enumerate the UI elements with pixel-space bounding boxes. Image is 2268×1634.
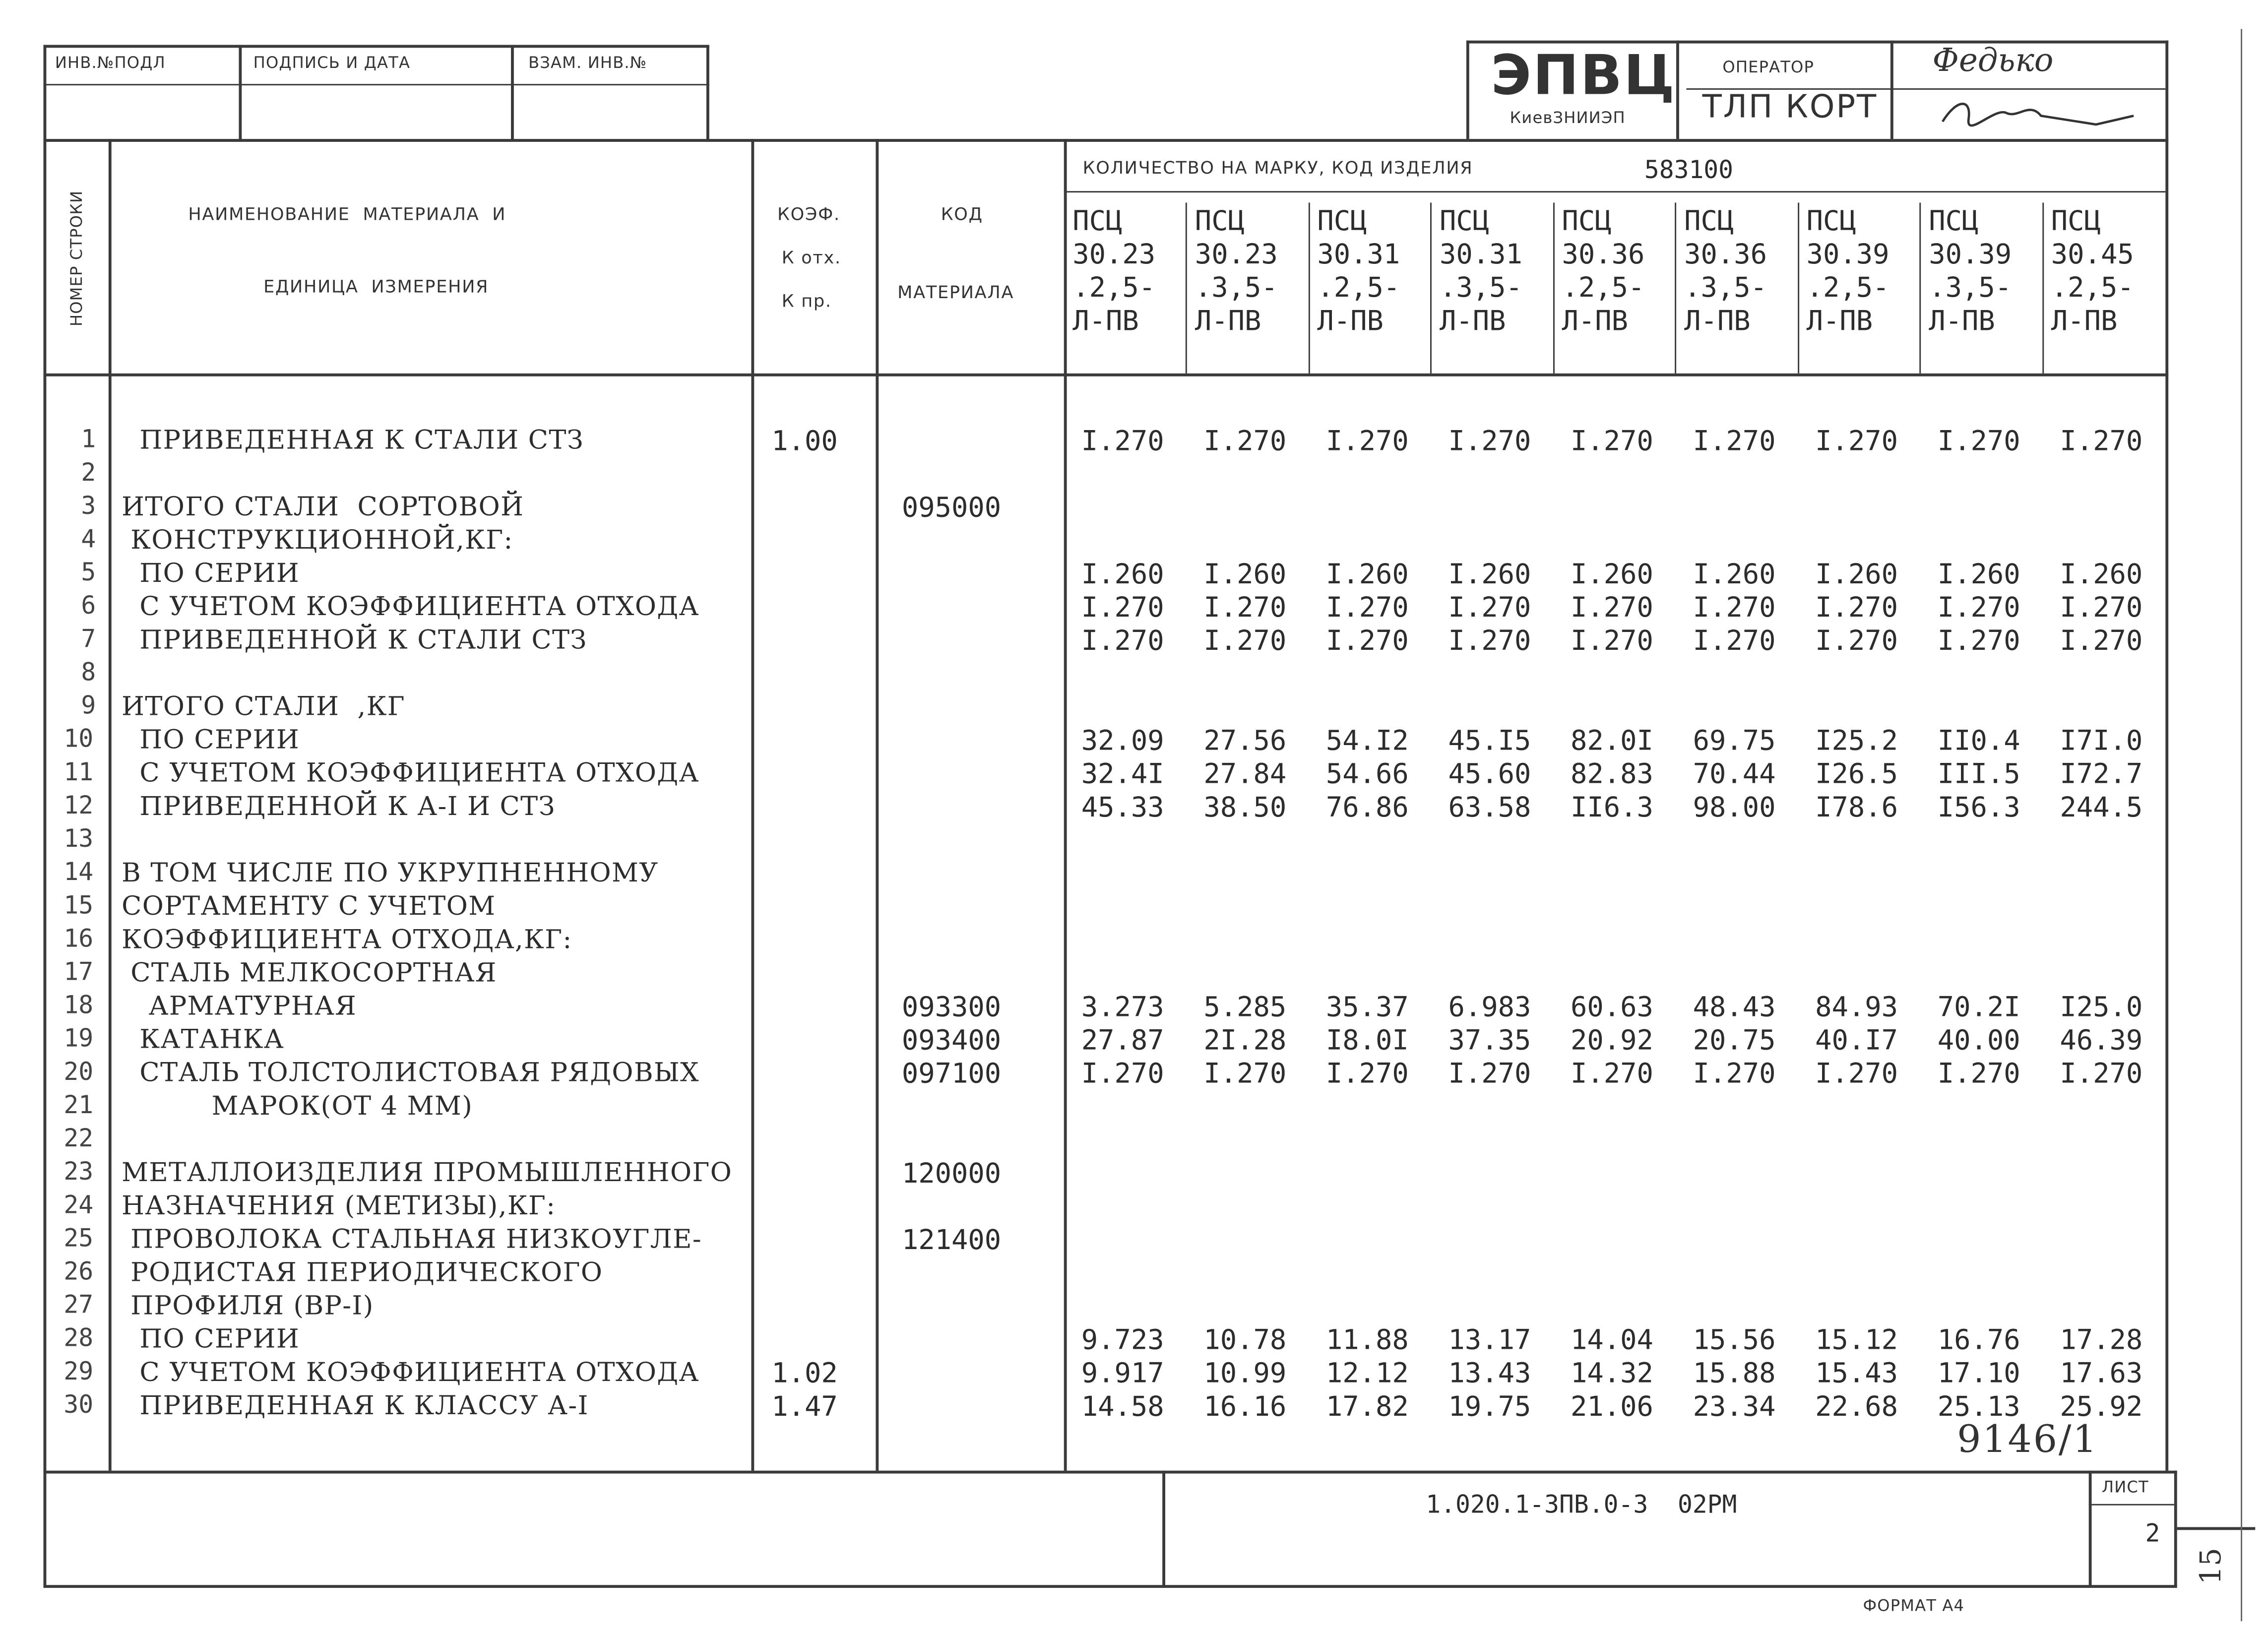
table-cell-value: 13.17 [1448,1324,1531,1357]
row-name: КОНСТРУКЦИОННОЙ,КГ: [122,525,513,556]
row-name: ИТОГО СТАЛИ СОРТОВОЙ [122,492,524,523]
table-cell-value: I.270 [1325,592,1409,624]
table-cell-value: 37.35 [1448,1024,1531,1057]
table-cell-value: 45.I5 [1448,725,1531,757]
table-cell-value: 21.06 [1571,1391,1653,1423]
sheet-number: 2 [2145,1519,2160,1549]
table-cell-value: 15.88 [1693,1358,1776,1390]
row-coefficient: 1.00 [771,425,838,458]
product-header-line: Л-ПВ [1072,305,1139,337]
table-cell-value: I26.5 [1815,758,1898,791]
product-header-line: ПСЦ [1929,205,1979,238]
table-cell-value: 17.10 [1937,1358,2020,1390]
table-cell-value: I.270 [1937,592,2020,624]
table-cell-value: 32.4I [1081,758,1164,791]
quantity-header: КОЛИЧЕСТВО НА МАРКУ, КОД ИЗДЕЛИЯ [1082,158,1473,178]
table-cell-value: 84.93 [1815,991,1898,1024]
product-header [1676,205,1797,376]
row-name: ПО СЕРИИ [122,725,300,756]
table-cell-value: 27.56 [1203,725,1287,757]
product-header-line: Л-ПВ [1195,305,1261,337]
product-header-line: Л-ПВ [1929,305,1995,337]
table-cell-value: I.270 [1325,425,1409,458]
row-number: 27 [63,1291,94,1320]
table-cell-value: 40.I7 [1815,1024,1898,1057]
row-number-header: НОМЕР СТРОКИ [67,190,86,327]
format-label: ФОРМАТ А4 [1863,1596,1965,1616]
row-number: 4 [81,525,96,555]
table-cell-value: I.260 [1448,559,1531,591]
table-cell-value: I.260 [1693,559,1776,591]
row-number: 12 [63,792,94,821]
table-cell-value: I.270 [1693,425,1776,458]
row-number: 11 [63,758,94,788]
table-cell-value: I.260 [1203,559,1287,591]
table-cell-value: I.270 [1081,592,1164,624]
operator-handwritten-name: Федько [1932,43,2054,80]
product-header [1553,205,1675,376]
product-header-line: ПСЦ [1439,205,1490,238]
row-number: 8 [81,658,96,688]
table-cell-value: 35.37 [1325,991,1409,1024]
table-cell-value: 19.75 [1448,1391,1531,1423]
table-cell-value: I7I.0 [2060,725,2143,757]
product-header-line: 30.31 [1439,239,1522,271]
row-number: 14 [63,858,94,887]
product-header-line: ПСЦ [1317,205,1367,238]
table-cell-value: I.270 [1203,1058,1287,1090]
table-cell-value: 10.99 [1203,1358,1287,1390]
product-header [2042,205,2164,376]
product-header-line: .2,5- [1806,272,1890,304]
table-cell-value: 60.63 [1571,991,1653,1024]
row-number: 6 [81,592,96,621]
product-header-line: Л-ПВ [1806,305,1873,337]
table-cell-value: I25.0 [2060,991,2143,1024]
product-header-line: .2,5- [1072,272,1156,304]
row-number: 29 [63,1358,94,1387]
row-name: ИТОГО СТАЛИ ,КГ [122,691,406,723]
table-cell-value: 11.88 [1325,1324,1409,1357]
table-cell-value: I.270 [1937,1058,2020,1090]
product-header-line: Л-ПВ [2051,305,2118,337]
row-number: 3 [81,492,96,521]
product-header-line: 30.23 [1072,239,1156,271]
code-header-line1: КОД [941,204,983,225]
product-header-line: .2,5- [1317,272,1400,304]
table-cell-value: I.270 [2060,1058,2143,1090]
product-header-line: 30.31 [1317,239,1400,271]
product-header-line: ПСЦ [1806,205,1856,238]
product-header-line: ПСЦ [1072,205,1123,238]
table-cell-value: 13.43 [1448,1358,1531,1390]
stamp-header-signature-date: ПОДПИСЬ И ДАТА [253,53,411,72]
table-cell-value: 70.2I [1937,991,2020,1024]
table-cell-value: I.270 [1571,1058,1653,1090]
product-header-line: .3,5- [1439,272,1522,304]
table-cell-value: 25.92 [2060,1391,2143,1423]
product-header-line: 30.45 [2051,239,2134,271]
row-number: 26 [63,1257,94,1287]
table-cell-value: 3.273 [1081,991,1164,1024]
table-cell-value: 12.12 [1325,1358,1409,1390]
table-cell-value: I.270 [1815,592,1898,624]
product-header-line: 30.23 [1195,239,1278,271]
row-name: АРМАТУРНАЯ [122,991,357,1022]
table-cell-value: 27.84 [1203,758,1287,791]
row-number: 30 [63,1391,94,1420]
product-header-line: ПСЦ [1195,205,1245,238]
stamp-header-replaced-inventory: ВЗАМ. ИНВ.№ [528,53,647,72]
product-header-line: .3,5- [1684,272,1767,304]
coef-header-line1: КОЭФ. [777,204,840,225]
table-cell-value: 46.39 [2060,1024,2143,1057]
table-cell-value: 9.917 [1081,1358,1164,1390]
table-cell-value: III.5 [1937,758,2020,791]
table-cell-value: 17.63 [2060,1358,2143,1390]
table-cell-value: I.270 [1448,425,1531,458]
table-cell-value: 27.87 [1081,1024,1164,1057]
row-name: ПРОФИЛЯ (ВР-I) [122,1291,374,1322]
table-cell-value: 76.86 [1325,792,1409,824]
table-cell-value: 23.34 [1693,1391,1776,1423]
table-cell-value: I.270 [1815,625,1898,657]
org-full-name: КиевЗНИИЭП [1510,108,1626,127]
table-cell-value: 15.56 [1693,1324,1776,1357]
row-number: 19 [63,1024,94,1054]
product-code: 583100 [1644,156,1734,186]
table-cell-value: I.260 [2060,559,2143,591]
row-number: 7 [81,625,96,654]
product-header-line: .2,5- [1562,272,1645,304]
org-short-name: ЭПВЦ [1491,43,1676,107]
product-header [1309,205,1430,376]
margin-number: 15 [2193,1548,2228,1585]
coef-header-line2: К отх. [781,247,841,268]
row-name: ПО СЕРИИ [122,1324,300,1355]
row-number: 10 [63,725,94,754]
table-cell-value: II6.3 [1571,792,1653,824]
table-cell-value: I78.6 [1815,792,1898,824]
table-cell-value: I.270 [1448,1058,1531,1090]
table-cell-value: I.270 [1937,425,2020,458]
table-cell-value: I.270 [1325,1058,1409,1090]
row-material-code: 121400 [901,1224,1002,1257]
row-name: ПРИВЕДЕННАЯ К КЛАССУ А-I [122,1391,589,1422]
row-material-code: 093300 [901,991,1002,1024]
product-header-line: 30.36 [1684,239,1767,271]
row-name: КАТАНКА [122,1024,285,1056]
product-header [1064,205,1186,376]
product-header-line: .3,5- [1195,272,1278,304]
sheet-label: ЛИСТ [2101,1478,2149,1497]
table-cell-value: 98.00 [1693,792,1776,824]
table-cell-value: I.270 [2060,425,2143,458]
table-cell-value: I.260 [1571,559,1653,591]
row-material-code: 120000 [901,1158,1002,1190]
product-header-line: ПСЦ [1684,205,1734,238]
row-coefficient: 1.02 [771,1358,838,1390]
row-name: С УЧЕТОМ КОЭФФИЦИЕНТА ОТХОДА [122,1358,699,1388]
table-cell-value: 15.12 [1815,1324,1898,1357]
table-cell-value: 45.60 [1448,758,1531,791]
table-cell-value: 15.43 [1815,1358,1898,1390]
row-number: 16 [63,925,94,954]
table-cell-value: 14.04 [1571,1324,1653,1357]
table-cell-value: 25.13 [1937,1391,2020,1423]
row-name: СОРТАМЕНТУ С УЧЕТОМ [122,891,496,922]
product-header-line: .3,5- [1929,272,2012,304]
row-number: 15 [63,891,94,921]
row-name: РОДИСТАЯ ПЕРИОДИЧЕСКОГО [122,1257,603,1289]
product-header-line: 30.39 [1929,239,2012,271]
product-header [1920,205,2042,376]
row-material-code: 093400 [901,1024,1002,1057]
table-cell-value: I.270 [1448,592,1531,624]
row-name: МАРОК(ОТ 4 ММ) [122,1091,473,1122]
table-cell-value: I72.7 [2060,758,2143,791]
row-coefficient: 1.47 [771,1391,838,1423]
product-header-line: ПСЦ [2051,205,2101,238]
table-cell-value: 22.68 [1815,1391,1898,1423]
table-cell-value: II0.4 [1937,725,2020,757]
table-cell-value: 38.50 [1203,792,1287,824]
table-cell-value: I.270 [1693,592,1776,624]
row-name: ПРОВОЛОКА СТАЛЬНАЯ НИЗКОУГЛЕ- [122,1224,702,1255]
table-cell-value: I.270 [1203,592,1287,624]
table-cell-value: I.270 [1693,1058,1776,1090]
stamp-header-inventory: ИНВ.№ПОДЛ [55,53,166,72]
row-number: 9 [81,691,96,721]
row-name: СТАЛЬ МЕЛКОСОРТНАЯ [122,958,497,989]
row-name: НАЗНАЧЕНИЯ (МЕТИЗЫ),КГ: [122,1191,556,1222]
table-cell-value: 32.09 [1081,725,1164,757]
row-name: КОЭФФИЦИЕНТА ОТХОДА,КГ: [122,925,572,955]
table-cell-value: I.270 [2060,625,2143,657]
row-number: 25 [63,1224,94,1254]
table-cell-value: I.270 [1937,625,2020,657]
table-cell-value: 5.285 [1203,991,1287,1024]
table-cell-value: 17.28 [2060,1324,2143,1357]
table-cell-value: I.270 [1203,625,1287,657]
table-cell-value: I.270 [1571,625,1653,657]
table-cell-value: 14.58 [1081,1391,1164,1423]
row-name: С УЧЕТОМ КОЭФФИЦИЕНТА ОТХОДА [122,592,699,623]
row-number: 24 [63,1191,94,1220]
table-cell-value: 6.983 [1448,991,1531,1024]
row-number: 20 [63,1058,94,1087]
product-header [1431,205,1552,376]
table-cell-value: 9.723 [1081,1324,1164,1357]
table-cell-value: I.270 [1815,425,1898,458]
table-cell-value: 14.32 [1571,1358,1653,1390]
row-name: ПРИВЕДЕННОЙ К СТАЛИ СТЗ [122,625,587,656]
table-cell-value: I.260 [1815,559,1898,591]
table-cell-value: 54.66 [1325,758,1409,791]
table-cell-value: I.260 [1937,559,2020,591]
table-cell-value: I.260 [1325,559,1409,591]
row-name: СТАЛЬ ТОЛСТОЛИСТОВАЯ РЯДОВЫХ [122,1058,700,1089]
table-cell-value: 17.82 [1325,1391,1409,1423]
table-cell-value: I.270 [1693,625,1776,657]
table-cell-value: 20.92 [1571,1024,1653,1057]
table-cell-value: I56.3 [1937,792,2020,824]
product-header-line: ПСЦ [1562,205,1612,238]
table-cell-value: I.270 [1571,592,1653,624]
product-header-line: 30.36 [1562,239,1645,271]
table-cell-value: 40.00 [1937,1024,2020,1057]
table-cell-value: I.270 [2060,592,2143,624]
table-cell-value: 45.33 [1081,792,1164,824]
row-name: В ТОМ ЧИСЛЕ ПО УКРУПНЕННОМУ [122,858,659,889]
row-name: МЕТАЛЛОИЗДЕЛИЯ ПРОМЫШЛЕННОГО [122,1158,733,1189]
table-cell-value: 82.83 [1571,758,1653,791]
row-name: С УЧЕТОМ КОЭФФИЦИЕНТА ОТХОДА [122,758,699,789]
row-number: 21 [63,1091,94,1121]
row-name: ПРИВЕДЕННОЙ К А-I И СТЗ [122,792,556,822]
table-cell-value: 63.58 [1448,792,1531,824]
table-cell-value: I.270 [1081,425,1164,458]
operator-name: ТЛП КОРТ [1702,89,1878,126]
table-cell-value: 16.16 [1203,1391,1287,1423]
table-cell-value: 70.44 [1693,758,1776,791]
table-cell-value: 54.I2 [1325,725,1409,757]
product-header-line: Л-ПВ [1684,305,1751,337]
table-cell-value: 10.78 [1203,1324,1287,1357]
table-cell-value: I.270 [1325,625,1409,657]
table-cell-value: 244.5 [2060,792,2143,824]
table-cell-value: I.270 [1571,425,1653,458]
table-cell-value: 48.43 [1693,991,1776,1024]
row-number: 2 [81,459,96,488]
table-cell-value: I.270 [1448,625,1531,657]
operator-label: ОПЕРАТОР [1722,58,1814,77]
row-number: 18 [63,991,94,1021]
table-cell-value: I.270 [1203,425,1287,458]
row-number: 17 [63,958,94,988]
product-header-line: Л-ПВ [1562,305,1629,337]
table-cell-value: 20.75 [1693,1024,1776,1057]
signature-icon [1937,93,2140,133]
code-header-line2: МАТЕРИАЛА [897,282,1014,303]
row-number: 22 [63,1125,94,1154]
row-number: 13 [63,825,94,854]
name-header-line1: НАИМЕНОВАНИЕ МАТЕРИАЛА И [188,204,506,225]
name-header-line2: ЕДИНИЦА ИЗМЕРЕНИЯ [263,276,489,297]
row-number: 23 [63,1158,94,1187]
row-number: 1 [81,425,96,455]
product-header-line: Л-ПВ [1317,305,1384,337]
table-cell-value: 82.0I [1571,725,1653,757]
coef-header-line3: К пр. [781,291,832,312]
table-cell-value: I25.2 [1815,725,1898,757]
table-cell-value: I.270 [1081,1058,1164,1090]
product-header-line: Л-ПВ [1439,305,1506,337]
table-cell-value: I.260 [1081,559,1164,591]
table-cell-value: 2I.28 [1203,1024,1287,1057]
handwritten-number: 9146/1 [1957,1418,2098,1462]
product-header [1798,205,1919,376]
row-name: ПО СЕРИИ [122,559,300,589]
table-cell-value: I.270 [1081,625,1164,657]
row-number: 28 [63,1324,94,1354]
row-name: ПРИВЕДЕННАЯ К СТАЛИ СТЗ [122,425,584,456]
product-header [1186,205,1308,376]
row-number: 5 [81,559,96,588]
table-cell-value: I.270 [1815,1058,1898,1090]
document-code: 1.020.1-3ПВ.0-3 02РМ [1426,1491,1737,1520]
table-cell-value: 69.75 [1693,725,1776,757]
row-material-code: 095000 [901,492,1002,524]
product-header-line: .2,5- [2051,272,2134,304]
row-material-code: 097100 [901,1058,1002,1090]
product-header-line: 30.39 [1806,239,1890,271]
table-cell-value: I8.0I [1325,1024,1409,1057]
table-cell-value: 16.76 [1937,1324,2020,1357]
